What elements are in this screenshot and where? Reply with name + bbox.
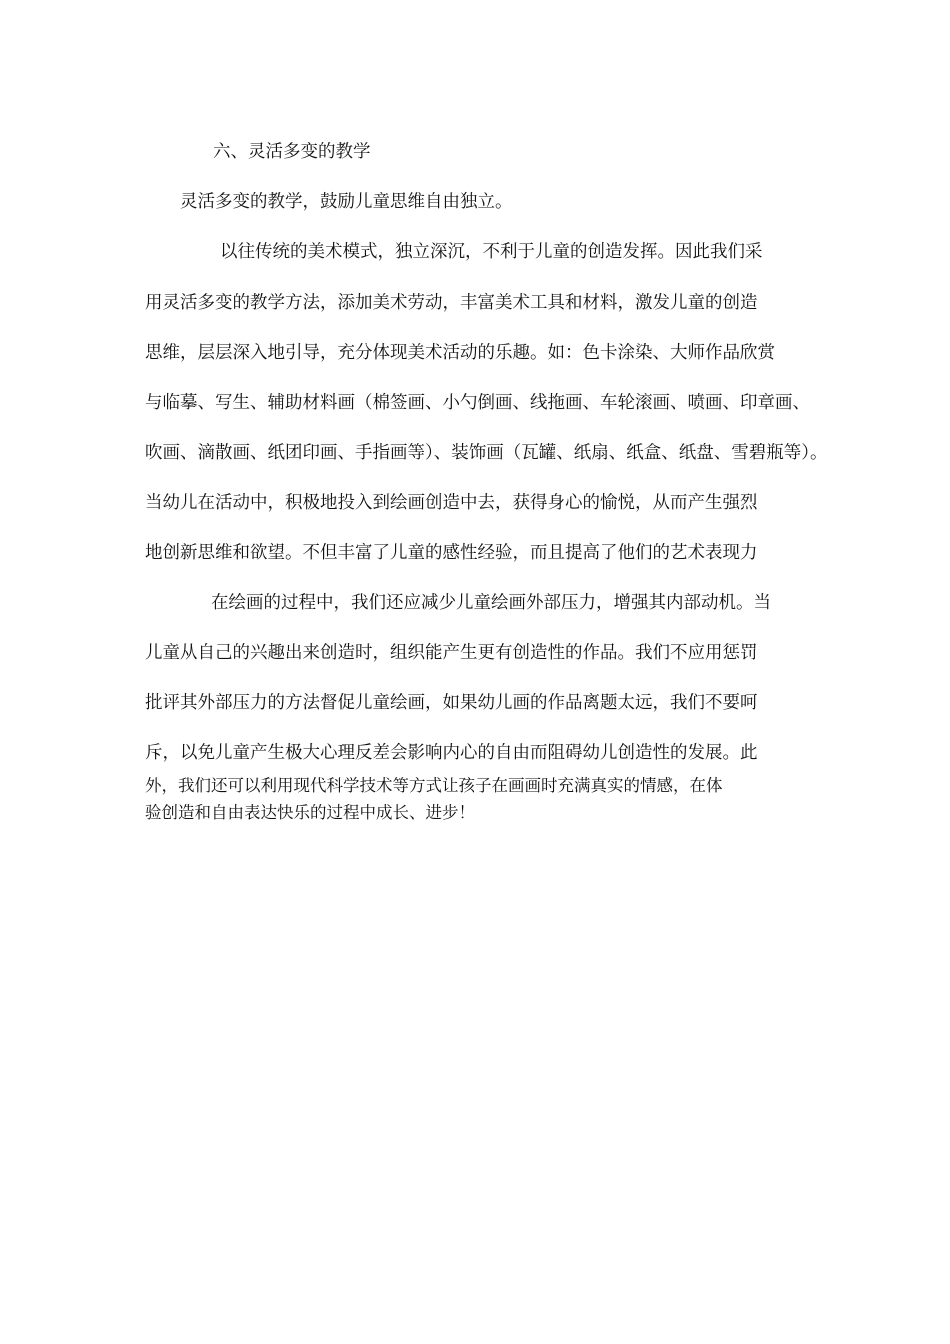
- heading-text-b: 的: [318, 142, 336, 162]
- text-run: 。此: [722, 743, 758, 763]
- paragraph-line: [145, 689, 758, 714]
- heading-text-c: 教学: [335, 142, 371, 162]
- paragraph-line: 以往传统的美术模式，独立深沉，不利于儿童的创造发挥。因此我们采: [220, 242, 763, 262]
- text-run: 在绘画的过程中，我们还应: [211, 593, 421, 613]
- paragraph-line: 思维，层层深入地引导，充分体现美术活动的乐趣。如：色卡涂染、大师作品欣赏: [145, 343, 775, 363]
- paragraph-line: 吹画、滴散画、纸团印画、手指画等）、装饰画（瓦罐、纸扇、纸盒、纸盘、雪碧瓶等）。: [145, 443, 828, 463]
- text-run: 儿童从自己的兴趣出来创造时，组织能产生更有创造性的作品。: [145, 643, 635, 663]
- paragraph-line: 外，我们还可以利用现代科学技术等方式让孩子在画画时充满真实的情感，在体: [145, 776, 723, 795]
- paragraph-line: 验创造和自由表达快乐的过程中成长、进步！: [145, 803, 475, 822]
- subheading-text-b: 鼓励儿童思维自由独立: [320, 192, 495, 212]
- section-heading: [213, 138, 371, 163]
- text-run: 不应用惩罚: [670, 643, 758, 663]
- paragraph-line: 与临摹、写生、辅助材料画（棉签画、小勺倒画、线拖画、车轮滚画、喷画、印章画、: [145, 393, 810, 413]
- paragraph-line: [211, 589, 771, 614]
- text-run: 批评其外部压力的方法督促儿童绘画，如果幼儿画的作品离题太远，我们不要呵: [145, 693, 758, 713]
- heading-text-a: 六、灵活多变: [213, 142, 318, 162]
- text-run: 减少儿童绘画外部压力，增强其内部动机。当: [421, 593, 771, 613]
- paragraph-line: [145, 739, 758, 764]
- paragraph-line: 用灵活多变的教学方法，添加美术劳动，丰富美术工具和材料，激发儿童的创造: [145, 293, 758, 313]
- section-subheading: [180, 188, 513, 213]
- subheading-text-c: 。: [495, 192, 513, 212]
- paragraph-line: [145, 639, 758, 664]
- text-run: 斥，以免儿童产生极大心理反差会影响内心的自由而阻碍幼儿创造性的发展: [145, 743, 723, 763]
- paragraph-line: 地创新思维和欲望。不但丰富了儿童的感性经验，而且提高了他们的艺术表现力: [145, 543, 758, 563]
- subheading-text-a: 灵活多变的教学，: [180, 192, 320, 212]
- text-run: 我们: [635, 643, 670, 663]
- paragraph-line: 当幼儿在活动中，积极地投入到绘画创造中去，获得身心的愉悦，从而产生强烈: [145, 493, 758, 513]
